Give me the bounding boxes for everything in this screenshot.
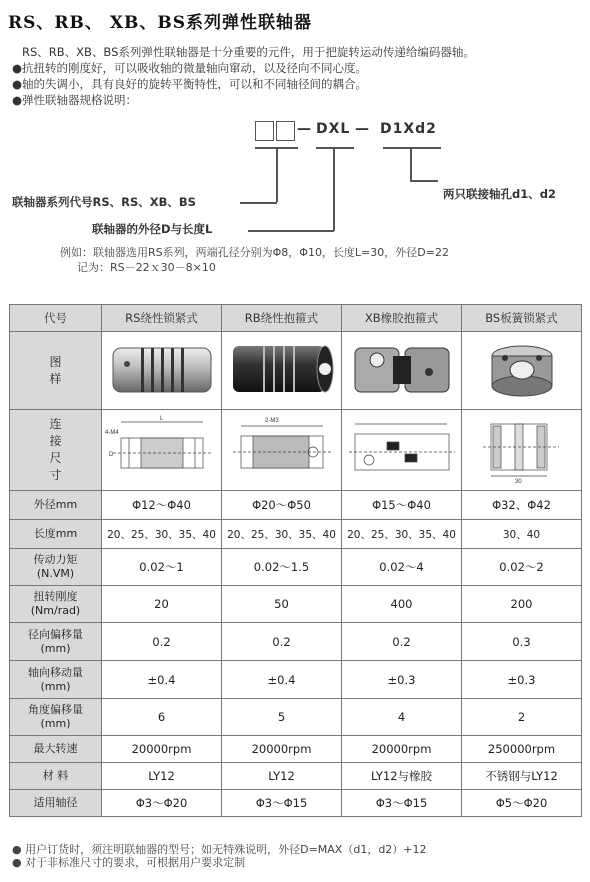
table-cell: Φ12～Φ40 <box>102 491 222 520</box>
table-cell: 20、25、30、35、40 <box>102 520 222 549</box>
dim-label: 30 <box>514 478 522 484</box>
table-cell: 20、25、30、35、40 <box>222 520 342 549</box>
intro-line: ●抗扭转的刚度好，可以吸收轴的微量轴向窜动，以及径向不同心度。 <box>12 61 367 75</box>
label-series: 联轴器系列代号RS、RS、XB、BS <box>12 195 196 209</box>
table-cell: Φ5～Φ20 <box>462 790 582 817</box>
table-cell: Φ20～Φ50 <box>222 491 342 520</box>
row-label: 连接尺寸 <box>10 410 102 491</box>
table-cell: 0.3 <box>462 623 582 661</box>
rb-coupling-photo <box>227 338 337 400</box>
drawing-cell <box>222 410 342 491</box>
label-size: 联轴器的外径D与长度L <box>92 222 213 236</box>
table-row <box>10 623 582 661</box>
bs-dimension-drawing <box>463 414 581 484</box>
table-cell: Φ3～Φ20 <box>102 790 222 817</box>
table-row <box>10 491 582 520</box>
table-cell: 0.02～1 <box>102 549 222 586</box>
code-holes: D1Xd2 <box>380 121 437 137</box>
table-row <box>10 520 582 549</box>
intro-line: ●弹性联轴器规格说明： <box>12 93 137 107</box>
table-cell: 0.02～2 <box>462 549 582 586</box>
table-row <box>10 661 582 699</box>
table-cell: LY12 <box>102 763 222 790</box>
label-holes: 两只联接轴孔d1、d2 <box>443 187 556 201</box>
table-cell: 50 <box>222 586 342 623</box>
connector-line <box>276 147 278 202</box>
row-label: 传动力矩 (N.VM) <box>10 549 102 586</box>
table-cell: 0.2 <box>342 623 462 661</box>
table-cell: Φ15～Φ40 <box>342 491 462 520</box>
bs-coupling-photo <box>467 338 577 400</box>
underline <box>383 147 441 149</box>
code-size: DXL <box>316 121 351 137</box>
table-cell: Φ3～Φ15 <box>222 790 342 817</box>
table-cell: 20000rpm <box>222 736 342 763</box>
table-row <box>10 699 582 736</box>
example-line: 记为：RS－22ｘ30－8×10 <box>77 261 216 274</box>
table-cell: 0.02～1.5 <box>222 549 342 586</box>
row-label: 扭转刚度 (Nm/rad) <box>10 586 102 623</box>
table-cell: 不锈钢与LY12 <box>462 763 582 790</box>
table-cell: ±0.3 <box>342 661 462 699</box>
xb-dimension-drawing <box>343 414 461 484</box>
table-cell: LY12 <box>222 763 342 790</box>
table-row <box>10 736 582 763</box>
dim-label: 4-M4 <box>104 429 119 436</box>
table-cell: 30、40 <box>462 520 582 549</box>
connector-line <box>410 147 412 181</box>
note-line: ● 对于非标准尺寸的要求，可根据用户要求定制 <box>12 856 246 869</box>
row-label: 适用轴径 <box>10 790 102 817</box>
rs-coupling-photo <box>107 338 217 400</box>
table-row <box>10 586 582 623</box>
xb-coupling-photo <box>347 338 457 400</box>
table-cell: 250000rpm <box>462 736 582 763</box>
table-cell: 6 <box>102 699 222 736</box>
connector-line <box>333 147 335 231</box>
note-line: ● 用户订货时，须注明联轴器的型号；如无特殊说明，外径D=MAX（d1，d2）+12 <box>12 843 427 856</box>
table-row <box>10 332 582 410</box>
table-row <box>10 549 582 586</box>
drawing-cell <box>462 410 582 491</box>
table-cell: 4 <box>342 699 462 736</box>
intro-line: RS、RB、XB、BS系列弹性联轴器是十分重要的元件，用于把旋转运动传递给编码器轴。 <box>22 45 475 59</box>
connector-line <box>248 230 334 232</box>
example-line: 例如：联轴器选用RS系列，两端孔径分别为Φ8，Φ10，长度L=30，外径D=22 <box>60 246 449 259</box>
corner-cell: 代号 <box>10 305 102 332</box>
table-cell: Φ3～Φ15 <box>342 790 462 817</box>
photo-cell <box>462 332 582 410</box>
table-cell: 0.02～4 <box>342 549 462 586</box>
drawing-cell <box>342 410 462 491</box>
dim-label: 2-M3 <box>264 417 279 424</box>
table-cell: 20、25、30、35、40 <box>342 520 462 549</box>
row-label: 外径mm <box>10 491 102 520</box>
column-header: XB橡胶抱箍式 <box>342 305 462 332</box>
table-cell: 20000rpm <box>342 736 462 763</box>
table-cell: 400 <box>342 586 462 623</box>
code-box <box>276 121 295 141</box>
table-cell: 20 <box>102 586 222 623</box>
photo-cell <box>102 332 222 410</box>
table-cell: LY12与橡胶 <box>342 763 462 790</box>
row-label: 角度偏移量 (mm) <box>10 699 102 736</box>
table-row <box>10 410 582 491</box>
photo-cell <box>222 332 342 410</box>
row-label: 长度mm <box>10 520 102 549</box>
table-cell: Φ32、Φ42 <box>462 491 582 520</box>
table-header-row <box>10 305 582 332</box>
table-row <box>10 763 582 790</box>
row-label: 最大转速 <box>10 736 102 763</box>
table-cell: ±0.3 <box>462 661 582 699</box>
code-box <box>255 121 274 141</box>
intro-line: ●轴的失调小，具有良好的旋转平衡特性，可以和不同轴径间的耦合。 <box>12 77 367 91</box>
table-cell: ±0.4 <box>222 661 342 699</box>
connector-line <box>410 180 438 182</box>
connector-line <box>240 202 277 204</box>
table-cell: 0.2 <box>222 623 342 661</box>
row-label: 图样 <box>10 332 102 410</box>
row-label: 轴向移动量 (mm) <box>10 661 102 699</box>
table-cell: 20000rpm <box>102 736 222 763</box>
code-dash: — <box>355 121 370 137</box>
column-header: RS绕性锁紧式 <box>102 305 222 332</box>
rs-dimension-drawing <box>103 414 221 484</box>
table-cell: 2 <box>462 699 582 736</box>
row-label: 径向偏移量 (mm) <box>10 623 102 661</box>
spec-table <box>9 304 582 817</box>
column-header: RB绕性抱箍式 <box>222 305 342 332</box>
page-title: RS、RB、 XB、BS系列弹性联轴器 <box>8 13 313 33</box>
column-header: BS板簧锁紧式 <box>462 305 582 332</box>
underline <box>316 147 354 149</box>
drawing-cell <box>102 410 222 491</box>
notes <box>12 843 427 869</box>
table-cell: 5 <box>222 699 342 736</box>
rb-dimension-drawing <box>223 414 341 484</box>
table-row <box>10 790 582 817</box>
example <box>60 245 449 275</box>
code-dash: — <box>297 121 312 137</box>
table-cell: 200 <box>462 586 582 623</box>
dim-label: L <box>159 415 163 422</box>
table-cell: ±0.4 <box>102 661 222 699</box>
dim-label: D <box>108 451 113 458</box>
row-label: 材 料 <box>10 763 102 790</box>
table-cell: 0.2 <box>102 623 222 661</box>
photo-cell <box>342 332 462 410</box>
